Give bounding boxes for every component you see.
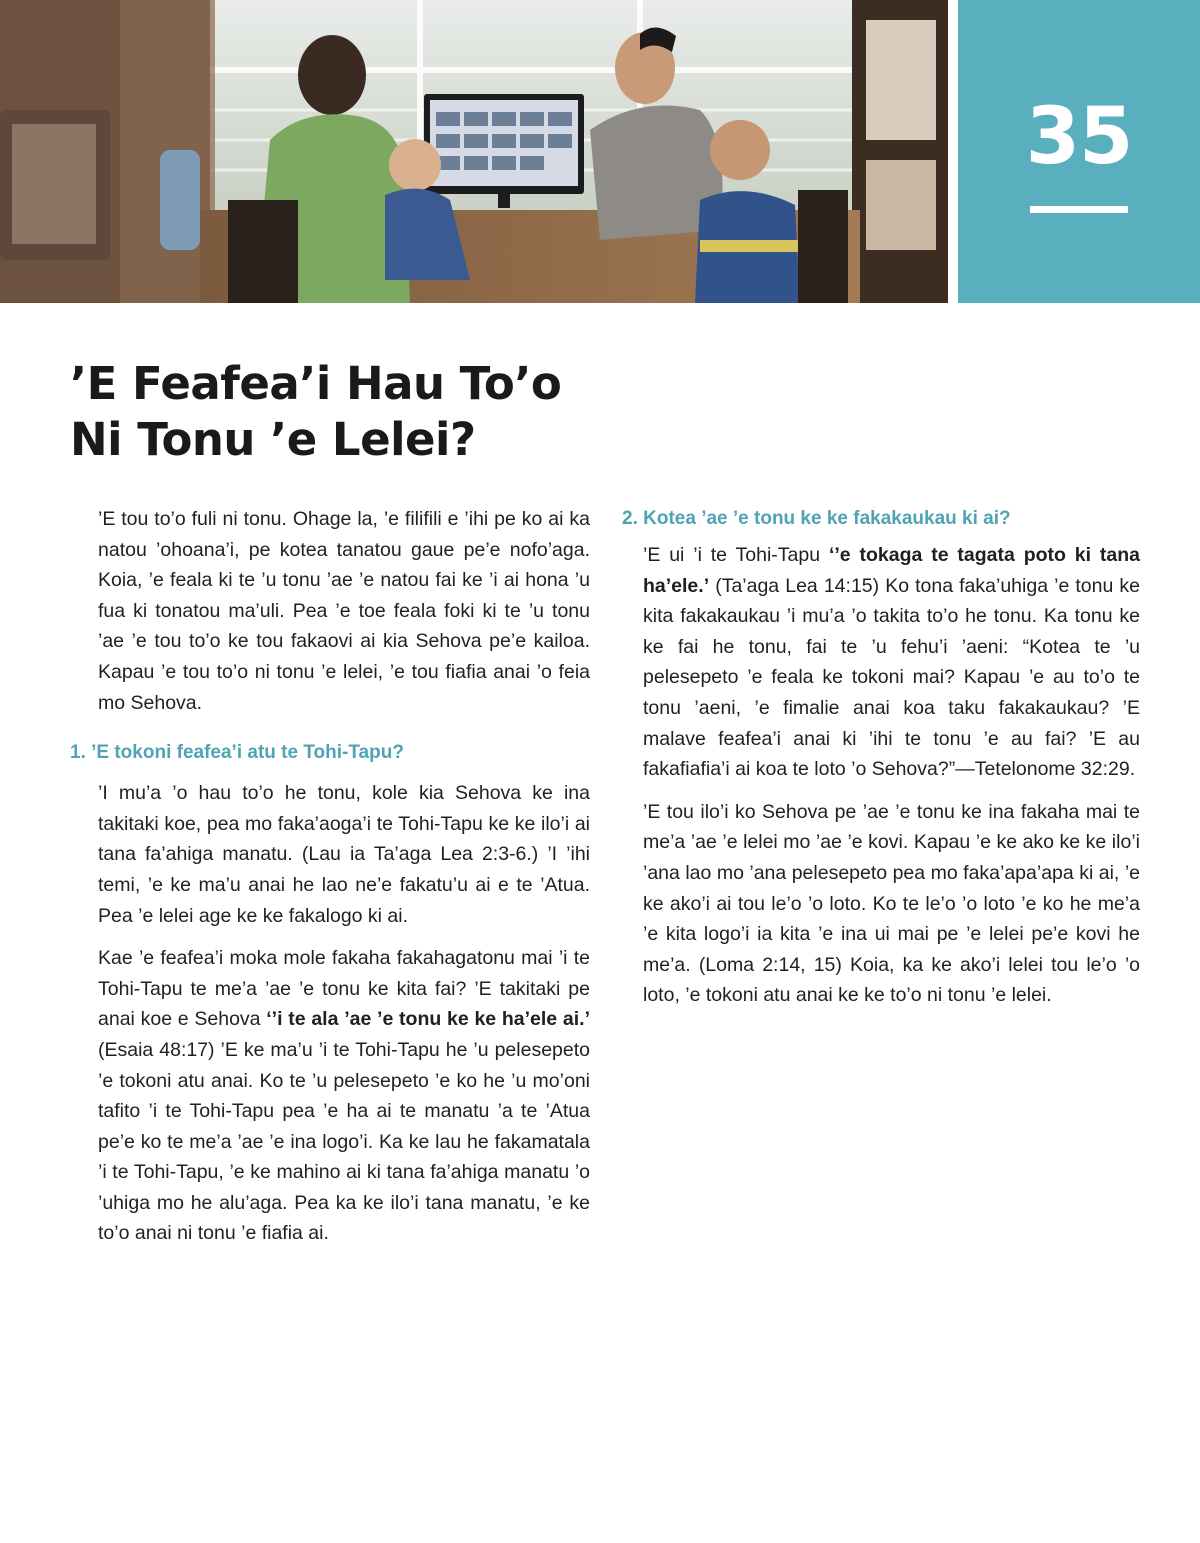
section-2-heading: 2. Kotea ’ae ’e tonu ke ke fakakaukau ki ai? xyxy=(622,508,1011,529)
intro-paragraph: ’E tou to’o fuli ni tonu. Ohage la, ’e filifili e ’ihi pe ko ai ka natou ’ohoana’i, pe kotea tanatou gaue pe’e nofo’aga. Koia, ’e feala ki te ’u tonu ’ae ’e natou fai ke ’i ai hona ’u fua ki tonatou ma’uli. Pea ’e toe feala foki ki te ’u tonu ’ae ’e tou to’o ke tou fakaovi ai kia Sehova pe’e kailoa. Kapau ’e tou to’o ni tonu ’e lelei, ’e tou fiafia anai ’o feia mo Sehova. xyxy=(98,508,590,714)
right-column xyxy=(622,504,1140,1011)
header-photo xyxy=(0,0,948,303)
section-1-paragraph-2-text-a: Kae ’e feafea’i moka mole fakaha fakahagatonu mai ’i te Tohi-Tapu te me’a ’ae ’e tonu ke kita fai? ’E takitaki pe anai koe e Sehova xyxy=(98,947,590,1031)
page-title xyxy=(70,356,561,468)
page-title-line-2: Ni Tonu ’e Lelei? xyxy=(70,413,476,466)
section-1-scripture-quote: ‘’i te ala ’ae ’e tonu ke ke ha’ele ai.’ xyxy=(266,1008,590,1031)
section-1-paragraph-2 xyxy=(70,943,590,1249)
section-1-paragraph-1: ’I mu’a ’o hau to’o he tonu, kole kia Sehova ke ina takitaki koe, pea mo faka’aoga’i te Tohi-Tapu ke ke ilo’i ai tana fa’ahiga manatu. (Lau ia Ta’aga Lea 2:3-6.) ’I ’ihi temi, ’e ke ma’u anai he lao ne’e fakatu’u ai e te ’Atua. Pea ’e lelei age ke ke fakalogo ki ai. xyxy=(98,782,590,927)
section-2-paragraph-1-text-b: (Ta’aga Lea 14:15) Ko tona faka’uhiga ’e tonu ke kita fakakaukau ’i mu’a ’o takita to’o he tonu. Ka tonu ke ke fai he tonu, fai te ’u fehu’i ’aeni: “Kotea te ’u pelesepeto ’e feala ke tokoni mai? Kapau ’e au to’o te tonu ’aeni, ’e fimalie anai koa taku fakakaukau? ’E malave feafea’i anai ki ’ihi te tonu ’e au fai? ’E au fakafiafia’i ai koa te loto ’o Sehova?”—Tetelonome 32:29. xyxy=(643,574,1140,781)
section-1-paragraph-2-text-b: (Esaia 48:17) ’E ke ma’u ’i te Tohi-Tapu he ’u pelesepeto ’e tokoni atu anai. Ko te ’u pelesepeto ’e ko he ’u mo’oni tafito ’i te Tohi-Tapu pea ’e ha ai te manatu ’a te ’Atua pe’e ko te me’a ’ae ’e ina logo’i. Ka ke lau he fakamatala ’i te Tohi-Tapu, ’e ke mahino ai ki tana fa’ahiga manatu ’o ’uhiga mo he alu’aga. Pea ka ke ilo’i tana manatu, ’e ke to’o anai ni tonu ’e fiafia ai. xyxy=(98,1038,590,1245)
section-2-paragraph-2: ’E tou ilo’i ko Sehova pe ’ae ’e tonu ke ina fakaha mai te me’a ’ae ’e lelei mo ’ae ’e kovi. Kapau ’e ke ako ke ke ilo’i ’ana lao mo ’ana pelesepeto pea mo faka’apa’apa ki ai, ’e ke ako’i ai tou le’o ’o loto. Ko te le’o ’o loto ’e ko he me’a ’e kita logo’i ia kita ’e ina ui mai pe ’e lelei pe’e kovi he me’a. (Loma 2:14, 15) Koia, ka ke ako’i lelei tou le’o ’o loto, ’e tokoni atu anai ke ke to’o ni tonu ’e lelei. xyxy=(643,800,1140,1007)
page-title-line-1: ’E Feafea’i Hau To’o xyxy=(70,357,562,410)
lesson-number-panel xyxy=(958,0,1200,303)
section-2-paragraph-1 xyxy=(622,540,1140,785)
family-at-computer-illustration xyxy=(0,0,948,303)
lesson-number-rule xyxy=(1030,206,1128,213)
section-1-heading: 1. ’E tokoni feafea’i atu te Tohi-Tapu? xyxy=(70,742,404,764)
section-2-paragraph-1-text-a: ’E ui ’i te Tohi-Tapu xyxy=(643,544,829,566)
left-column xyxy=(70,504,590,1249)
section-2-scripture-quote: ‘’e tokaga te tagata poto ki tana ha’ele.’ xyxy=(643,544,1140,597)
lesson-number: 35 xyxy=(1025,92,1133,182)
